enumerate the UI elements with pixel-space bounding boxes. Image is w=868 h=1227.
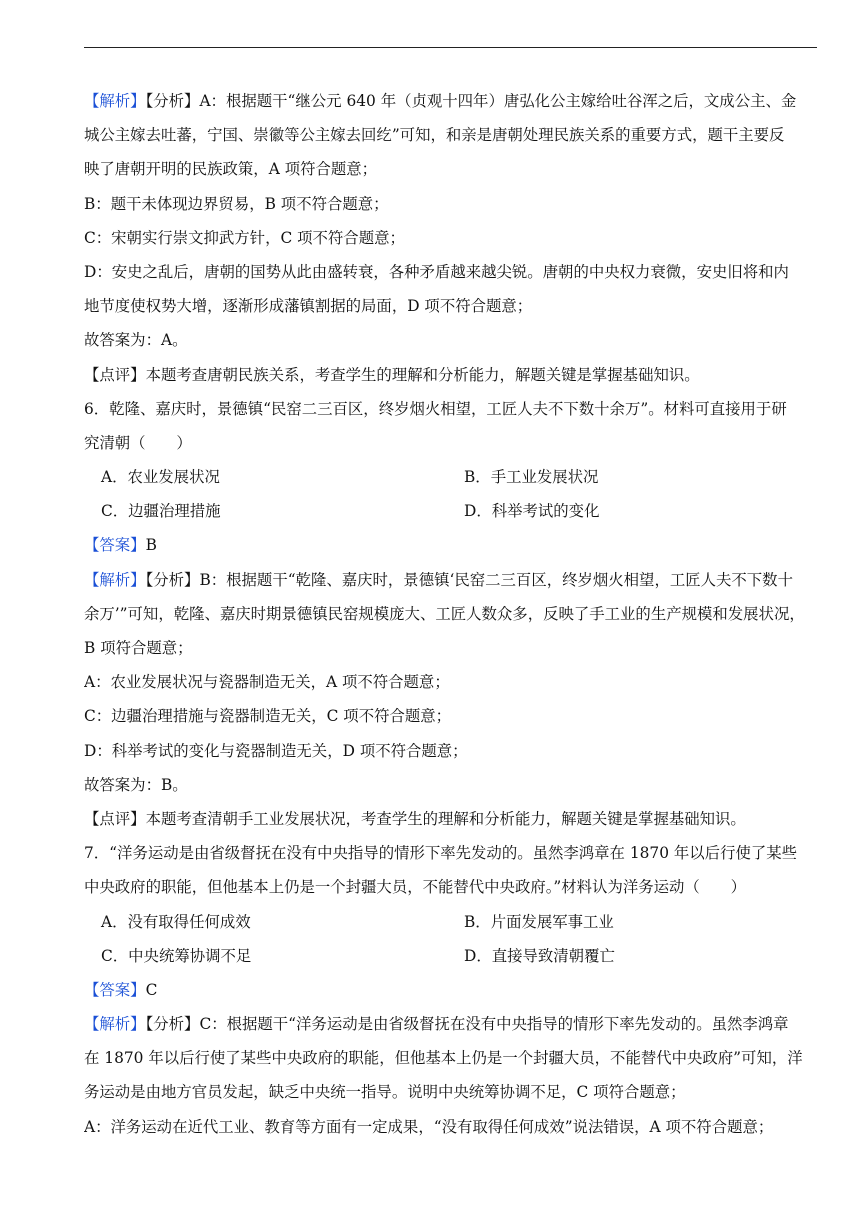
question-stem-line: 6．乾隆、嘉庆时，景德镇“民窑二三百区，终岁烟火相望，工匠人夫不下数十余万”。材料可直接用于研: [84, 399, 787, 418]
header-rule: [84, 47, 817, 48]
options-row: [84, 494, 820, 528]
analysis-line: B 项符合题意；: [84, 639, 193, 657]
answer-tag: 【答案】: [84, 536, 146, 555]
analysis-line: 故答案为：B。: [84, 775, 188, 794]
comment-line: 【点评】本题考查清朝手工业发展状况，考查学生的理解和分析能力，解题关键是掌握基础知识。: [84, 809, 746, 828]
option-d: D．直接导致清朝覆亡: [464, 946, 615, 965]
question-stem-line: 中央政府的职能，但他基本上仍是一个封疆大员，不能替代中央政府。”材料认为洋务运动（ ）: [84, 878, 746, 897]
question-stem-line: 究清朝（ ）: [84, 433, 192, 452]
options-row: [84, 460, 820, 494]
option-a: A．农业发展状况: [101, 468, 220, 487]
analysis-line: 在 1870 年以后行使了某些中央政府的职能，但他基本上仍是一个封疆大员，不能替代中央政府”可知，洋: [84, 1049, 803, 1068]
option-c: C．边疆治理措施: [101, 502, 221, 521]
analysis-line: 余万’”可知，乾隆、嘉庆时期景德镇民窑规模庞大、工匠人数众多，反映了手工业的生产规模和发展状况，: [84, 604, 805, 623]
analysis-line: C：边疆治理措施与瓷器制造无关，C 项不符合题意；: [84, 707, 452, 726]
option-b: B．手工业发展状况: [464, 468, 599, 487]
question-stem-line: 7．“洋务运动是由省级督抚在没有中央指导的情形下率先发动的。虽然李鸿章在 1870 年以后行使了某些: [84, 844, 798, 863]
analysis-tag: 【解析】: [84, 92, 146, 110]
answer-tag: 【答案】: [84, 980, 146, 999]
analysis-tag: 【解析】: [84, 570, 146, 589]
answer-value: B: [145, 536, 157, 555]
analysis-line: 【解析】【分析】A：根据题干“继公元 640 年（贞观十四年）唐弘化公主嫁给吐谷浑之后，文成公主、金: [84, 92, 797, 110]
options-row: [84, 905, 820, 939]
analysis-line: A：农业发展状况与瓷器制造无关，A 项不符合题意；: [84, 673, 450, 692]
comment-line: 【点评】本题考查唐朝民族关系，考查学生的理解和分析能力，解题关键是掌握基础知识。: [84, 365, 700, 384]
analysis-line: B：题干未体现边界贸易，B 项不符合题意；: [84, 194, 389, 213]
analysis-line: 城公主嫁去吐蕃，宁国、崇徽等公主嫁去回纥”可知，和亲是唐朝处理民族关系的重要方式，题干主要反: [84, 126, 785, 145]
option-c: C．中央统筹协调不足: [101, 946, 252, 965]
analysis-line: A：洋务运动在近代工业、教育等方面有一定成果，“没有取得任何成效”说法错误，A 项不符合题意；: [84, 1117, 774, 1136]
analysis-line: D：科举考试的变化与瓷器制造无关，D 项不符合题意；: [84, 741, 468, 760]
analysis-tag: 【解析】: [84, 1015, 146, 1034]
analysis-line: 映了唐朝开明的民族政策，A 项符合题意；: [84, 160, 378, 179]
options-row: [84, 939, 820, 973]
analysis-line: 【解析】【分析】C：根据题干“洋务运动是由省级督抚在没有中央指导的情形下率先发动的。虽然李鸿章: [84, 1015, 789, 1034]
document-body: [84, 84, 820, 1144]
analysis-line: 地节度使权势大增，逐渐形成藩镇割据的局面，D 项不符合题意；: [84, 297, 533, 316]
answer-line: [84, 528, 820, 562]
answer-line: [84, 973, 820, 1007]
option-b: B．片面发展军事工业: [464, 912, 614, 931]
analysis-line: 故答案为：A。: [84, 331, 188, 350]
answer-value: C: [145, 980, 158, 999]
analysis-line: 【解析】【分析】B：根据题干“乾隆、嘉庆时，景德镇‘民窑二三百区，终岁烟火相望，工匠人夫不下数十: [84, 570, 793, 589]
option-a: A．没有取得任何成效: [101, 912, 251, 931]
analysis-line: D：安史之乱后，唐朝的国势从此由盛转衰，各种矛盾越来越尖锐。唐朝的中央权力衰微，安史旧将和内: [84, 262, 789, 281]
option-d: D．科举考试的变化: [464, 502, 600, 521]
analysis-line: C：宋朝实行崇文抑武方针，C 项不符合题意；: [84, 228, 405, 247]
analysis-line: 务运动是由地方官员发起，缺乏中央统一指导。说明中央统筹协调不足，C 项符合题意；: [84, 1083, 686, 1102]
